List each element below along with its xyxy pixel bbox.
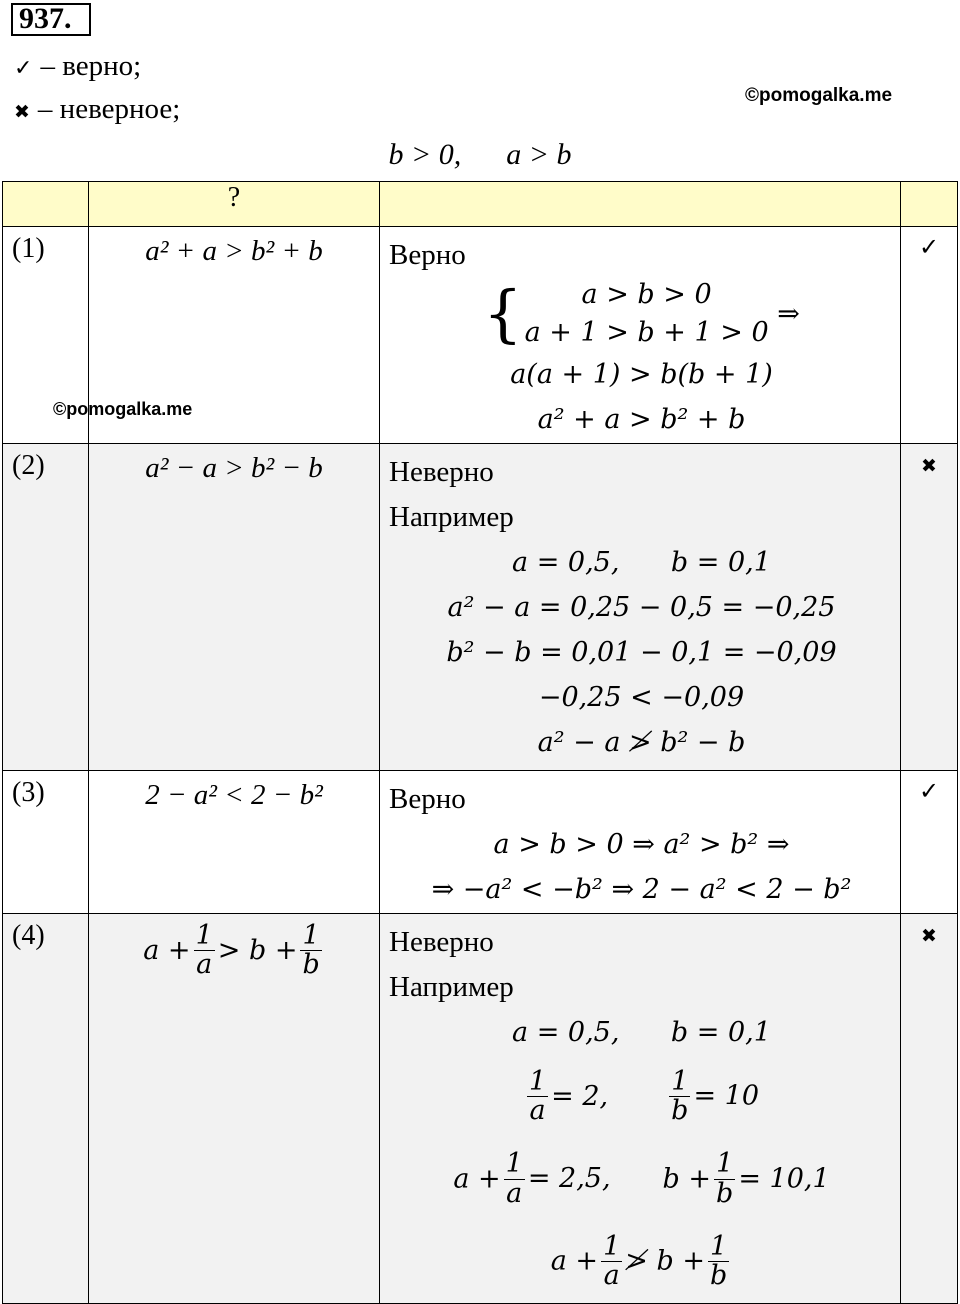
explanation-formula: a = 0,5, b = 0,1 bbox=[512, 547, 771, 578]
row-statement bbox=[89, 771, 380, 914]
table-row bbox=[3, 227, 958, 444]
fraction bbox=[194, 922, 215, 980]
fraction-numerator: 1 bbox=[528, 1065, 547, 1097]
explanation-formula: a² + a > b² + b bbox=[537, 404, 746, 435]
fraction-numerator: 1 bbox=[708, 1233, 729, 1262]
row-number-label: (2) bbox=[12, 450, 45, 481]
legend-wrong-text: – неверное; bbox=[37, 93, 181, 125]
explanation-line bbox=[389, 1220, 894, 1303]
verdict: Верно bbox=[389, 783, 466, 815]
row-statement bbox=[89, 444, 380, 771]
table-row bbox=[3, 771, 958, 914]
statement-formula: a² + a > b² + b bbox=[145, 235, 323, 267]
explanation-formula bbox=[524, 1065, 759, 1126]
row-mark bbox=[901, 227, 958, 444]
fraction-numerator: 1 bbox=[714, 1150, 735, 1179]
fraction-numerator: 1 bbox=[195, 920, 213, 951]
fraction bbox=[708, 1230, 729, 1291]
row-number bbox=[3, 771, 89, 914]
fraction-denominator: b bbox=[716, 1177, 734, 1209]
explanation-formula: −0,25 < −0,09 bbox=[538, 682, 745, 713]
header-cell-question: ? bbox=[89, 182, 380, 227]
formula-part: = 10 bbox=[693, 1080, 759, 1112]
header-cell-explanation bbox=[380, 182, 901, 227]
statement-formula: a² − a > b² − b bbox=[145, 452, 323, 484]
fraction-denominator: a bbox=[529, 1095, 546, 1126]
formula-part: a + bbox=[143, 935, 191, 967]
statement-formula: 2 − a² < 2 − b² bbox=[145, 779, 323, 811]
explanation-line bbox=[389, 585, 894, 630]
explanation-formula: a > b > 0 ⇒ a² > b² ⇒ bbox=[493, 829, 790, 860]
fraction bbox=[669, 1065, 690, 1126]
cross-icon: ✖ bbox=[14, 101, 30, 123]
fraction-denominator: b bbox=[302, 949, 320, 981]
explanation-line bbox=[389, 1010, 894, 1055]
fraction-denominator: a bbox=[196, 949, 213, 981]
explanation-formula: ⇒ −a² < −b² ⇒ 2 − a² < 2 − b² bbox=[431, 874, 852, 905]
explanation-formula: a² − a = 0,25 − 0,5 = −0,25 bbox=[447, 592, 836, 623]
row-explanation bbox=[380, 227, 901, 444]
fraction-denominator: b bbox=[709, 1260, 728, 1291]
explanation-line bbox=[389, 822, 894, 867]
statement-formula bbox=[143, 920, 325, 981]
system-line bbox=[389, 276, 894, 352]
verdict: Неверно bbox=[389, 456, 494, 488]
example-label: Например bbox=[389, 501, 514, 533]
row-number-label: (3) bbox=[12, 777, 45, 808]
legend-correct-text: – верно; bbox=[40, 50, 142, 82]
fraction-denominator: a bbox=[603, 1260, 620, 1291]
system-eq-2: a + 1 > b + 1 > 0 bbox=[524, 317, 769, 348]
explanation-formula: b² − b = 0,01 − 0,1 = −0,09 bbox=[446, 637, 837, 668]
formula-part: > b + bbox=[217, 935, 298, 967]
checkmark-icon: ✓ bbox=[918, 777, 940, 805]
explanation-line bbox=[389, 675, 894, 720]
watermark: ©pomogalka.me bbox=[745, 85, 893, 106]
row-number bbox=[3, 227, 193, 444]
fraction-numerator: 1 bbox=[300, 922, 321, 951]
row-watermark: ©pomogalka.me bbox=[53, 399, 193, 419]
explanation-formula: a(a + 1) > b(b + 1) bbox=[510, 359, 773, 390]
explanation-formula: a = 0,5, b = 0,1 bbox=[512, 1017, 771, 1048]
system-eq-1: a > b > 0 bbox=[581, 279, 712, 310]
cross-icon: ✖ bbox=[921, 455, 937, 477]
fraction bbox=[601, 1230, 622, 1291]
formula-part: = 10,1 bbox=[738, 1163, 830, 1194]
fraction bbox=[714, 1150, 735, 1208]
row-statement bbox=[89, 914, 380, 1304]
solution-table bbox=[2, 181, 958, 1304]
fraction-denominator: b bbox=[671, 1095, 689, 1126]
table-row bbox=[3, 444, 958, 771]
formula-part: a + bbox=[550, 1245, 599, 1277]
fraction bbox=[504, 1150, 525, 1208]
row-number bbox=[3, 914, 89, 1304]
formula-part: = 2,5, bbox=[527, 1163, 611, 1194]
table-header-row bbox=[3, 182, 958, 227]
legend-correct bbox=[14, 50, 141, 83]
fraction-numerator: 1 bbox=[505, 1148, 523, 1180]
header-cell-number bbox=[3, 182, 89, 227]
row-explanation bbox=[380, 914, 901, 1304]
header-cell-mark bbox=[901, 182, 958, 227]
fraction-numerator: 1 bbox=[669, 1068, 690, 1097]
fraction bbox=[300, 922, 321, 980]
verdict: Верно bbox=[389, 239, 466, 271]
row-number bbox=[3, 444, 89, 771]
checkmark-icon: ✓ bbox=[918, 233, 940, 261]
fraction-numerator: 1 bbox=[603, 1230, 621, 1262]
explanation-line bbox=[389, 1055, 894, 1138]
formula-part: b + bbox=[662, 1163, 712, 1194]
explanation-line bbox=[389, 630, 894, 675]
row-explanation bbox=[380, 444, 901, 771]
implies-symbol: ⇒ bbox=[777, 298, 800, 330]
brace-icon: { bbox=[483, 277, 523, 350]
row-explanation bbox=[380, 771, 901, 914]
row-mark bbox=[901, 771, 958, 914]
cross-icon: ✖ bbox=[921, 925, 937, 947]
fraction-denominator: a bbox=[506, 1177, 523, 1209]
explanation-line bbox=[389, 397, 894, 442]
row-number-label: (1) bbox=[12, 233, 45, 264]
table-row bbox=[3, 914, 958, 1304]
legend-wrong bbox=[14, 93, 180, 126]
explanation-line bbox=[389, 540, 894, 585]
verdict: Неверно bbox=[389, 926, 494, 958]
explanation-line bbox=[389, 1138, 894, 1221]
formula-part: a + bbox=[453, 1163, 501, 1194]
formula-part: ≯ b + bbox=[625, 1245, 705, 1277]
row-mark bbox=[901, 914, 958, 1304]
inequality-system bbox=[525, 276, 769, 352]
explanation-formula: a² − a ≯ b² − b bbox=[537, 727, 746, 758]
fraction bbox=[527, 1065, 548, 1126]
checkmark-icon: ✓ bbox=[14, 56, 33, 81]
explanation-line bbox=[389, 867, 894, 912]
explanation-formula bbox=[453, 1148, 830, 1209]
problem-condition: b > 0, a > b bbox=[388, 138, 572, 171]
explanation-line bbox=[389, 720, 894, 765]
formula-part: = 2, bbox=[551, 1080, 609, 1112]
explanation-line bbox=[389, 352, 894, 397]
row-number-label: (4) bbox=[12, 920, 45, 951]
problem-number: 937. bbox=[11, 3, 91, 36]
row-mark bbox=[901, 444, 958, 771]
example-label: Например bbox=[389, 971, 514, 1003]
explanation-formula bbox=[550, 1230, 733, 1291]
